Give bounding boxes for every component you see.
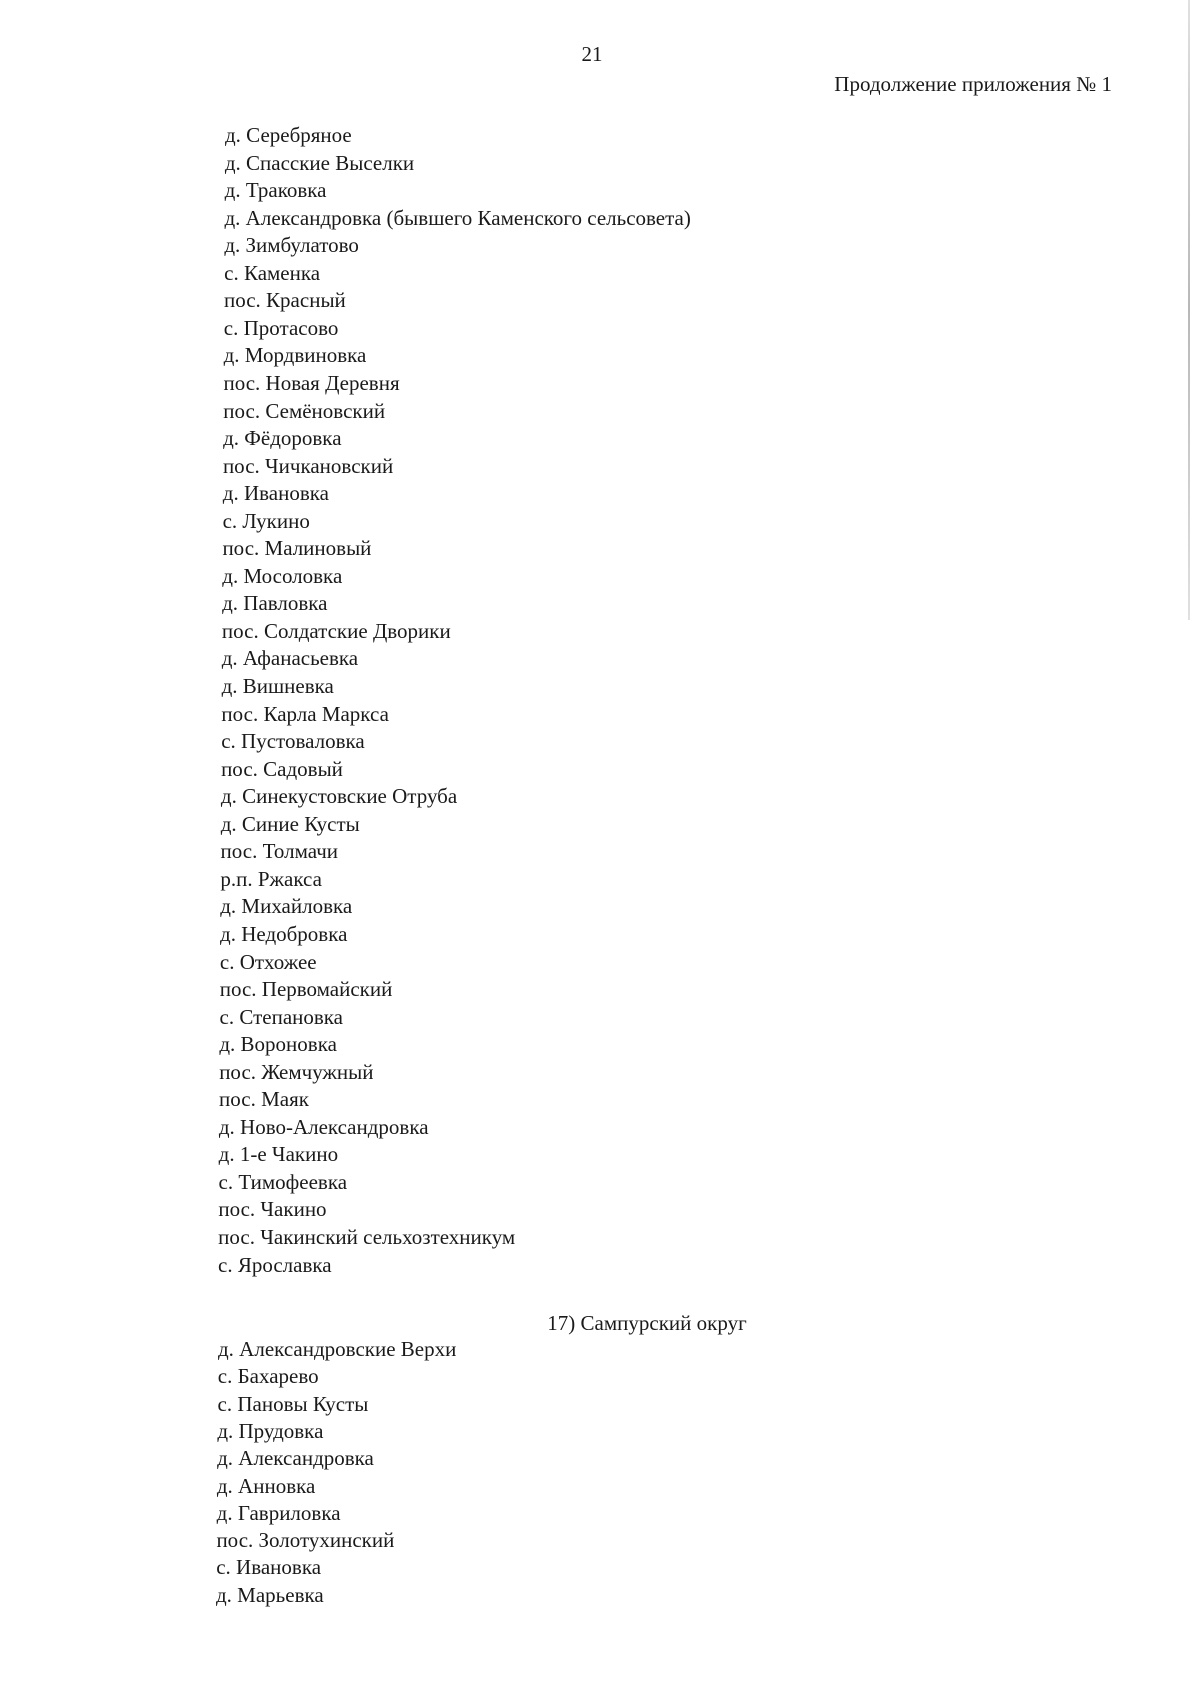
list-item: пос. Чакинский сельхозтехникум <box>218 1225 516 1249</box>
list-item: д. Гавриловка <box>216 1500 341 1525</box>
list-item: д. Ивановка <box>222 481 329 506</box>
list-item: д. Марьевка <box>216 1582 324 1607</box>
list-item: д. Траковка <box>224 178 327 203</box>
list-item: д. Александровские Верхи <box>218 1337 457 1361</box>
list-item: д. Вишневка <box>221 674 334 698</box>
list-item: пос. Жемчужный <box>219 1059 374 1084</box>
list-item: с. Тимофеевка <box>218 1169 348 1194</box>
scan-edge-mark <box>1188 0 1190 620</box>
list-item: д. Вороновка <box>219 1032 337 1057</box>
section-title: 17) Сампурский округ <box>547 1311 747 1335</box>
list-item: с. Отхожее <box>219 949 317 974</box>
page-number: 21 <box>581 42 603 66</box>
list-item: д. Мордвиновка <box>223 343 367 368</box>
list-item: д. Александровка (бывшего Каменского сельсовета) <box>224 205 691 230</box>
appendix-continuation-header: Продолжение приложения № 1 <box>834 72 1112 96</box>
list-item: с. Степановка <box>219 1004 343 1029</box>
list-item: д. Синекустовские Отруба <box>220 784 458 809</box>
list-item: д. Спасские Выселки <box>224 150 415 175</box>
list-item: пос. Солдатские Дворики <box>221 618 451 643</box>
list-item: пос. Семёновский <box>223 398 386 423</box>
list-item: д. Недобровка <box>220 921 348 946</box>
list-item: д. Прудовка <box>217 1418 324 1443</box>
list-item: д. Синие Кусты <box>220 811 360 836</box>
list-item: пос. Первомайский <box>219 977 393 1002</box>
list-item: д. Фёдоровка <box>223 426 342 451</box>
list-item: д. Михайловка <box>220 894 353 919</box>
list-item: д. Ново-Александровка <box>218 1114 429 1139</box>
list-item: пос. Новая Деревня <box>223 370 400 395</box>
list-item: пос. Садовый <box>221 756 343 781</box>
list-item: пос. Карла Маркса <box>221 701 389 726</box>
list-item: пос. Толмачи <box>220 839 339 864</box>
list-item: пос. Чакино <box>218 1197 327 1222</box>
list-item: пос. Чичкановский <box>222 453 394 478</box>
list-item: с. Бахарево <box>217 1364 319 1389</box>
list-item: д. Афанасьевка <box>221 646 359 671</box>
list-item: д. Павловка <box>222 591 328 616</box>
list-item: с. Каменка <box>224 260 321 285</box>
list-item: пос. Красный <box>223 288 346 313</box>
list-item: с. Протасово <box>223 315 339 340</box>
list-item: пос. Золотухинский <box>216 1528 395 1553</box>
list-item: пос. Малиновый <box>222 536 372 561</box>
list-item: с. Ивановка <box>216 1555 322 1580</box>
list-item: д. Мосоловка <box>222 563 343 588</box>
list-item: д. 1-е Чакино <box>218 1142 339 1167</box>
list-item: д. Серебряное <box>225 123 352 147</box>
list-item: д. Анновка <box>216 1473 316 1498</box>
list-item: с. Пановы Кусты <box>217 1391 369 1416</box>
list-item: пос. Маяк <box>219 1087 309 1112</box>
list-item: с. Пустоваловка <box>221 729 365 754</box>
list-item: д. Александровка <box>217 1446 374 1471</box>
list-item: р.п. Ржакса <box>220 866 322 891</box>
list-item: с. Лукино <box>222 508 310 533</box>
list-item: д. Зимбулатово <box>224 233 359 258</box>
list-item: с. Ярославка <box>218 1252 332 1277</box>
